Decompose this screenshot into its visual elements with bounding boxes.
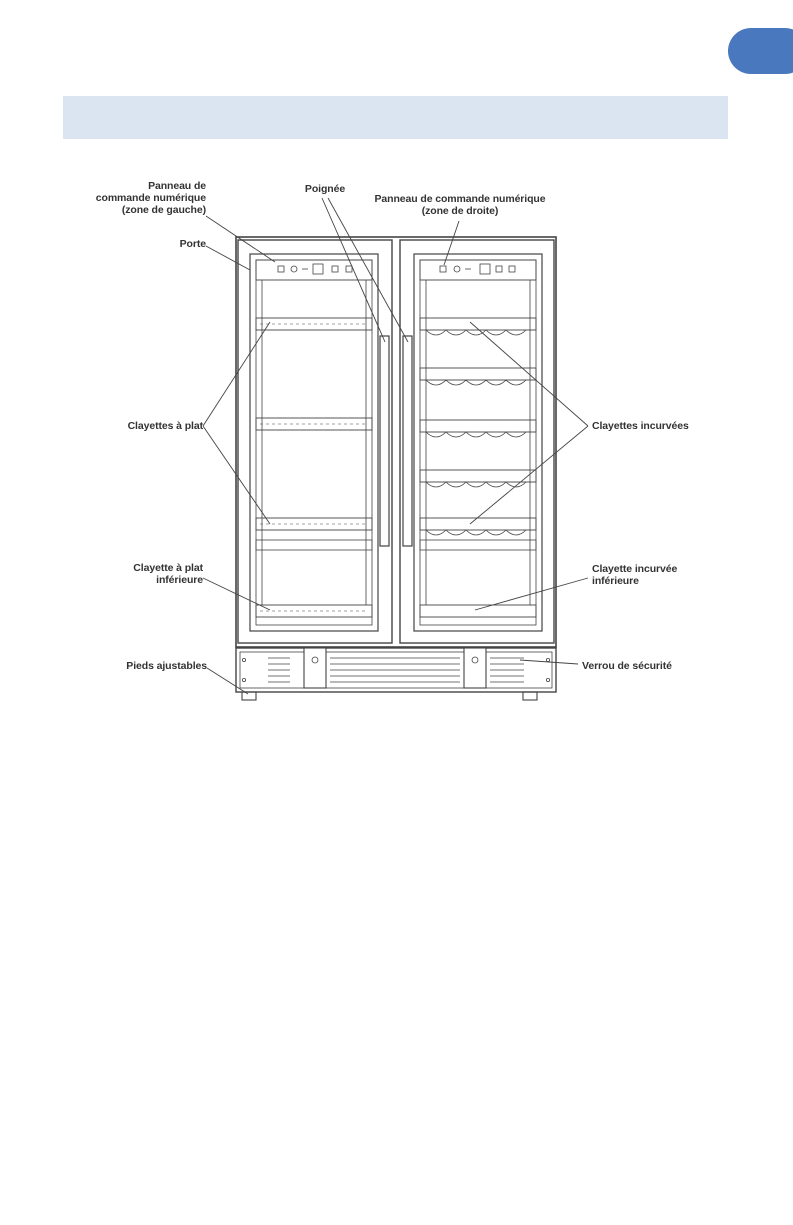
lock-plate-left xyxy=(304,648,326,688)
foot-right xyxy=(523,692,537,700)
label-curved-shelves: Clayettes incurvées xyxy=(592,420,689,432)
right-control-panel xyxy=(420,260,536,280)
lock-plate-right xyxy=(464,648,486,688)
left-side-rails xyxy=(262,280,366,605)
label-door: Porte xyxy=(179,238,206,250)
right-handle xyxy=(403,336,412,546)
label-curved-shelf-bottom: Clayette incurvée inférieure xyxy=(592,563,678,587)
foot-left xyxy=(242,692,256,700)
label-handle: Poignée xyxy=(304,183,346,195)
label-panel-right: Panneau de commande numérique (zone de droite) xyxy=(374,193,546,217)
base-grille xyxy=(236,648,556,692)
label-flat-shelves: Clayettes à plat xyxy=(127,420,203,432)
label-panel-left: Panneau de commande numérique (zone de gauche) xyxy=(95,180,206,216)
left-handle xyxy=(380,336,389,546)
label-lock: Verrou de sécurité xyxy=(582,660,672,672)
right-door xyxy=(400,240,554,643)
right-curved-shelves xyxy=(420,318,536,617)
label-feet: Pieds ajustables xyxy=(126,660,207,672)
left-control-panel xyxy=(256,260,372,280)
cabinet-frame xyxy=(236,237,556,647)
left-door xyxy=(238,240,392,643)
label-flat-shelf-bottom: Clayette à plat inférieure xyxy=(133,562,203,586)
left-flat-shelves xyxy=(256,318,372,617)
